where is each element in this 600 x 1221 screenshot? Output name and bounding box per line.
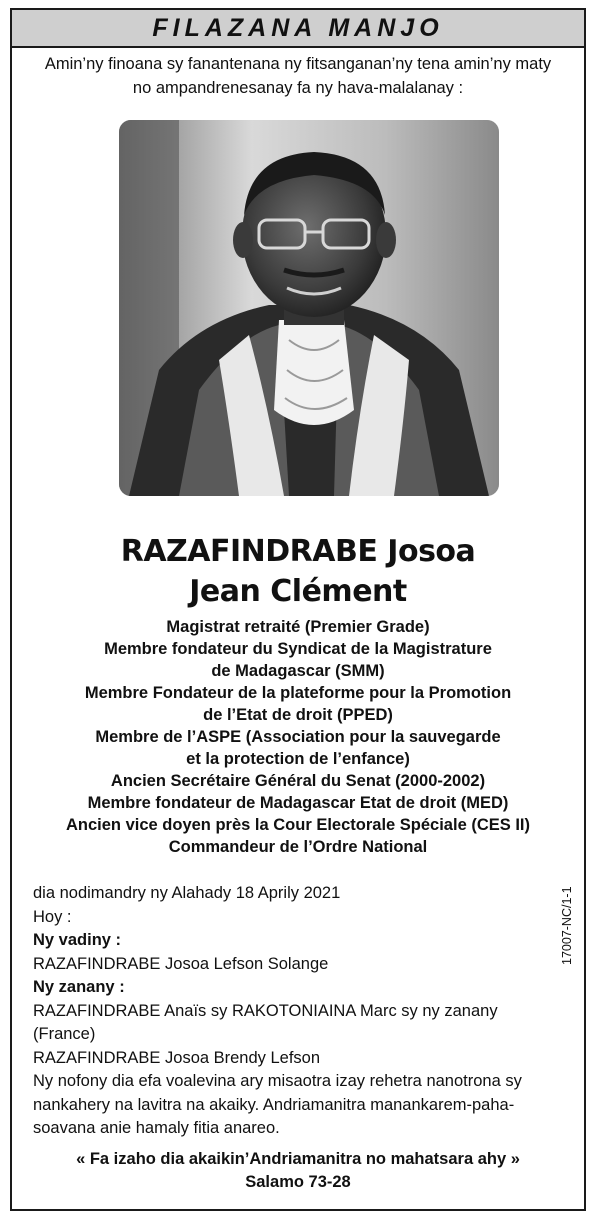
- hoy-label: Hoy :: [33, 907, 72, 926]
- ad-reference: 17007-NC/1-1: [560, 886, 574, 965]
- title-line: et la protection de l’enfance): [186, 750, 410, 768]
- child-entry: RAZAFINDRABE Josoa Brendy Lefson: [33, 1048, 321, 1067]
- obituary-header: FILAZANA MANJO: [12, 10, 584, 48]
- deceased-name: [12, 532, 584, 612]
- title-line: Membre fondateur de Madagascar Etat de droit (MED): [87, 794, 509, 812]
- title-line: de Madagascar (SMM): [211, 662, 385, 680]
- closing-paragraph: Ny nofony dia efa voalevina ary misaotra izay rehetra nanotrona sy nankahery na lavitra na akaiky. Andriamanitra manankarem-paha-soavana anie hamaly fitia anareo.: [33, 1072, 522, 1137]
- spouse-name: RAZAFINDRABE Josoa Lefson Solange: [33, 954, 329, 973]
- obituary-frame: [10, 8, 586, 1211]
- portrait-photo: [119, 120, 499, 496]
- children-heading: Ny zanany :: [33, 978, 125, 996]
- verse-quote: « Fa izaho dia akaikin’Andriamanitra no mahatsara ahy »: [76, 1150, 520, 1168]
- title-line: de l’Etat de droit (PPED): [203, 706, 393, 724]
- child-entry-location: (France): [33, 1025, 96, 1043]
- title-line: Ancien vice doyen près la Cour Electorale Spéciale (CES II): [66, 816, 530, 834]
- title-line: Membre de l’ASPE (Association pour la sauvegarde: [95, 728, 501, 746]
- title-line: Membre fondateur du Syndicat de la Magistrature: [104, 640, 492, 658]
- bible-verse: [12, 1148, 584, 1194]
- title-line: Magistrat retraité (Premier Grade): [166, 618, 430, 636]
- intro-line: Amin’ny finoana sy fanantenana ny fitsanganan’ny tena amin’ny maty: [44, 55, 552, 73]
- death-date: dia nodimandry ny Alahady 18 Aprily 2021: [33, 884, 341, 902]
- name-line-1: RAZAFINDRABE Josoa: [120, 534, 476, 569]
- spouse-heading: Ny vadiny :: [33, 931, 122, 949]
- intro-text: [12, 52, 584, 100]
- child-entry: RAZAFINDRABE Anaïs sy RAKOTONIAINA Marc sy ny zanany: [33, 1001, 498, 1020]
- intro-line: no ampandrenesanay fa ny hava-malalanay :: [132, 79, 464, 97]
- name-line-2: Jean Clément: [189, 574, 407, 609]
- title-line: Membre Fondateur de la plateforme pour la Promotion: [84, 684, 512, 702]
- verse-reference: Salamo 73-28: [245, 1173, 351, 1191]
- obituary-details: [33, 882, 565, 1141]
- title-line: Commandeur de l’Ordre National: [168, 838, 428, 856]
- deceased-titles: [12, 616, 584, 858]
- title-line: Ancien Secrétaire Général du Senat (2000-2002): [110, 772, 486, 790]
